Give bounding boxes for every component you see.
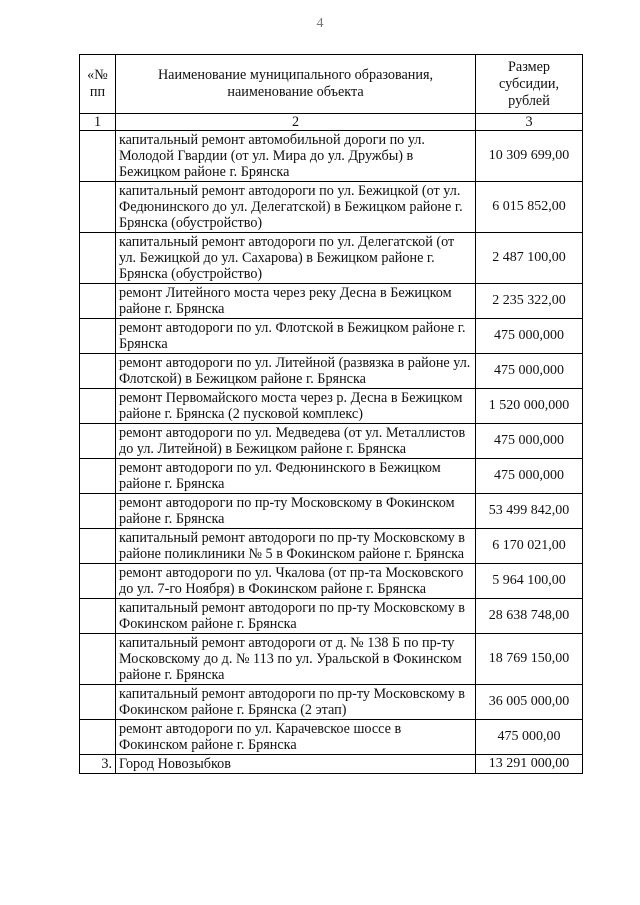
subsidy-amount: 36 005 000,00: [476, 685, 583, 720]
object-name: ремонт Первомайского моста через р. Десна в Бежицком районе г. Брянска (2 пусковой комплекс): [116, 389, 476, 424]
subsidy-amount: 18 769 150,00: [476, 634, 583, 685]
row-index: [80, 319, 116, 354]
subsidy-amount: 2 487 100,00: [476, 233, 583, 284]
row-index: [80, 131, 116, 182]
header-number: «№ пп: [80, 55, 116, 114]
row-index: [80, 389, 116, 424]
object-name: ремонт автодороги по ул. Медведева (от ул. Металлистов до ул. Литейной) в Бежицком районе г. Брянска: [116, 424, 476, 459]
object-name: ремонт автодороги по ул. Карачевское шоссе в Фокинском районе г. Брянска: [116, 720, 476, 755]
table-row: [80, 319, 583, 354]
table-body: [80, 131, 583, 774]
subsidy-amount: 10 309 699,00: [476, 131, 583, 182]
header-amount: Размер субсидии, рублей: [476, 55, 583, 114]
object-name: ремонт автодороги по ул. Федюнинского в Бежицком районе г. Брянска: [116, 459, 476, 494]
row-index: [80, 529, 116, 564]
subsidy-amount: 53 499 842,00: [476, 494, 583, 529]
object-name: капитальный ремонт автодороги по пр-ту Московскому в Фокинском районе г. Брянска: [116, 599, 476, 634]
row-index: [80, 182, 116, 233]
object-name: ремонт автодороги по ул. Чкалова (от пр-та Московского до ул. 7-го Ноября) в Фокинском районе г. Брянска: [116, 564, 476, 599]
table-row: [80, 284, 583, 319]
object-name: капитальный ремонт автодороги по пр-ту Московскому в Фокинском районе г. Брянска (2 этап): [116, 685, 476, 720]
row-index: [80, 685, 116, 720]
table-row: [80, 424, 583, 459]
table-header-row: [80, 55, 583, 114]
object-name: капитальный ремонт автомобильной дороги по ул. Молодой Гвардии (от ул. Мира до ул. Дружбы) в Бежицком районе г. Брянска: [116, 131, 476, 182]
column-number: 1: [80, 114, 116, 131]
object-name: ремонт автодороги по ул. Флотской в Бежицком районе г. Брянска: [116, 319, 476, 354]
table-row: [80, 529, 583, 564]
object-name: ремонт автодороги по пр-ту Московскому в Фокинском районе г. Брянска: [116, 494, 476, 529]
table-row: [80, 494, 583, 529]
object-name: капитальный ремонт автодороги от д. № 138 Б по пр-ту Московскому до д. № 113 по ул. Уральской в Фокинском районе г. Брянска: [116, 634, 476, 685]
table-row: [80, 131, 583, 182]
column-number-row: [80, 114, 583, 131]
row-index: [80, 494, 116, 529]
table-row: [80, 389, 583, 424]
object-name: ремонт Литейного моста через реку Десна в Бежицком районе г. Брянска: [116, 284, 476, 319]
row-index: 3.: [80, 755, 116, 774]
table-row: [80, 233, 583, 284]
row-index: [80, 634, 116, 685]
object-name: капитальный ремонт автодороги по пр-ту Московскому в районе поликлиники № 5 в Фокинском районе г. Брянска: [116, 529, 476, 564]
table-row: [80, 720, 583, 755]
subsidy-amount: 475 000,000: [476, 319, 583, 354]
header-name: Наименование муниципального образования, наименование объекта: [116, 55, 476, 114]
row-index: [80, 233, 116, 284]
row-index: [80, 720, 116, 755]
row-index: [80, 424, 116, 459]
subsidy-amount: 475 000,00: [476, 720, 583, 755]
page-number: 4: [316, 16, 324, 31]
object-name: ремонт автодороги по ул. Литейной (развязка в районе ул. Флотской) в Бежицком районе г. Брянска: [116, 354, 476, 389]
column-number: 2: [116, 114, 476, 131]
subsidy-table: [79, 54, 583, 774]
subsidy-amount: 475 000,000: [476, 459, 583, 494]
subsidy-amount: 2 235 322,00: [476, 284, 583, 319]
table-row: [80, 599, 583, 634]
row-index: [80, 564, 116, 599]
object-name: капитальный ремонт автодороги по ул. Бежицкой (от ул. Федюнинского до ул. Делегатской) в Бежицком районе г. Брянска (обустройство): [116, 182, 476, 233]
row-index: [80, 284, 116, 319]
subsidy-amount: 1 520 000,000: [476, 389, 583, 424]
subsidy-amount: 6 170 021,00: [476, 529, 583, 564]
column-number: 3: [476, 114, 583, 131]
table-row: [80, 685, 583, 720]
subsidy-amount: 475 000,000: [476, 354, 583, 389]
subsidy-amount: 13 291 000,00: [476, 755, 583, 774]
object-name: капитальный ремонт автодороги по ул. Делегатской (от ул. Бежицкой до ул. Сахарова) в Бежицком районе г. Брянска (обустройство): [116, 233, 476, 284]
table-row: [80, 354, 583, 389]
table-row: [80, 564, 583, 599]
object-name: Город Новозыбков: [116, 755, 476, 774]
subsidy-amount: 6 015 852,00: [476, 182, 583, 233]
row-index: [80, 354, 116, 389]
subsidy-amount: 5 964 100,00: [476, 564, 583, 599]
table-row: [80, 182, 583, 233]
subsidy-amount: 28 638 748,00: [476, 599, 583, 634]
row-index: [80, 599, 116, 634]
table-row: [80, 755, 583, 774]
row-index: [80, 459, 116, 494]
table-row: [80, 459, 583, 494]
table-row: [80, 634, 583, 685]
subsidy-amount: 475 000,000: [476, 424, 583, 459]
